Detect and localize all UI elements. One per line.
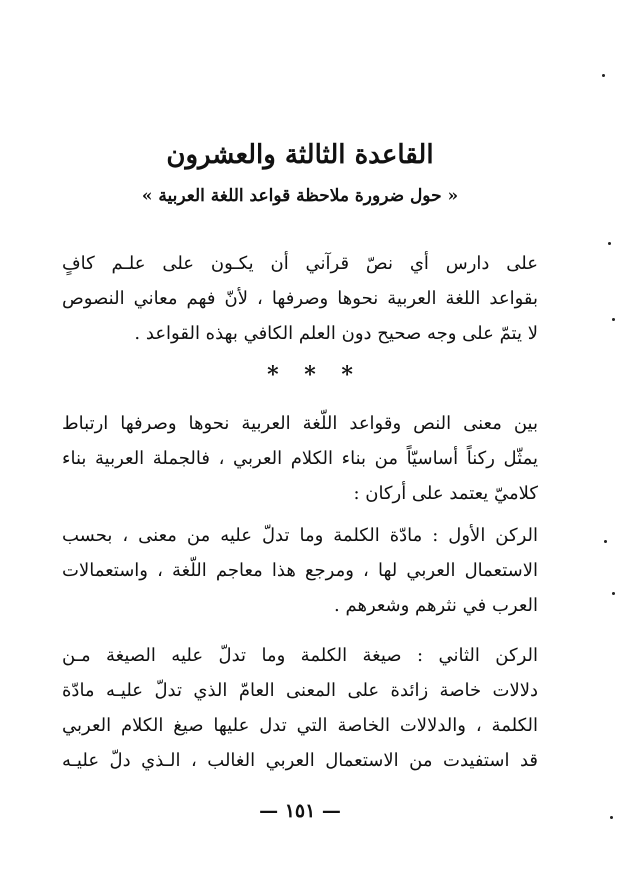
paragraph-intro: [62, 246, 538, 351]
text-line: لا يتمّ على وجه صحيح دون العلم الكافي بهذه القواعد .: [134, 323, 538, 344]
scan-speck: [612, 318, 615, 321]
text-line: الاستعمال العربي لها ، ومرجع هذا معاجم اللّغة ، واستعمالات: [62, 560, 538, 581]
page-number: — ١٥١ —: [259, 800, 341, 822]
scan-speck: [610, 816, 613, 819]
scan-speck: [604, 540, 607, 543]
paragraph-relation: [62, 406, 538, 511]
scan-speck: [612, 592, 615, 595]
text-line: قد استفيدت من الاستعمال العربي الغالب ، الـذي دلّ عليـه: [62, 750, 538, 771]
section-separator: * * *: [267, 362, 353, 388]
chapter-title: القاعدة الثالثة والعشرون: [166, 140, 434, 170]
text-line: دلالات خاصة زائدة على المعنى العامّ الذي تدلّ عليـه مادّة: [62, 680, 538, 701]
text-line: الركن الثاني : صيغة الكلمة وما تدلّ عليه الصيغة مـن: [62, 645, 538, 666]
text-line: الركن الأول : مادّة الكلمة وما تدلّ عليه من معنى ، بحسب: [62, 525, 538, 546]
scan-speck: [602, 74, 605, 77]
paragraph-first-pillar: [62, 518, 538, 623]
text-line: على دارس أي نصّ قرآني أن يكـون على علـم كافٍ: [62, 253, 538, 274]
scan-speck: [608, 242, 611, 245]
paragraph-second-pillar: [62, 638, 538, 778]
text-line: كلاميّ يعتمد على أركان :: [353, 483, 538, 504]
chapter-subtitle: « حول ضرورة ملاحظة قواعد اللغة العربية »: [141, 186, 459, 206]
text-line: الكلمة ، والدلالات الخاصة التي تدل عليها صيغ الكلام العربي: [62, 715, 538, 736]
text-line: بقواعد اللغة العربية نحوها وصرفها ، لأنّ فهم معاني النصوص: [62, 288, 538, 309]
text-line: العرب في نثرهم وشعرهم .: [334, 595, 538, 616]
text-line: بين معنى النص وقواعد اللّغة العربية نحوها وصرفها ارتباط: [62, 413, 538, 434]
text-line: يمثّل ركناً أساسيّاً من بناء الكلام العربي ، فالجملة العربية بناء: [62, 448, 538, 469]
